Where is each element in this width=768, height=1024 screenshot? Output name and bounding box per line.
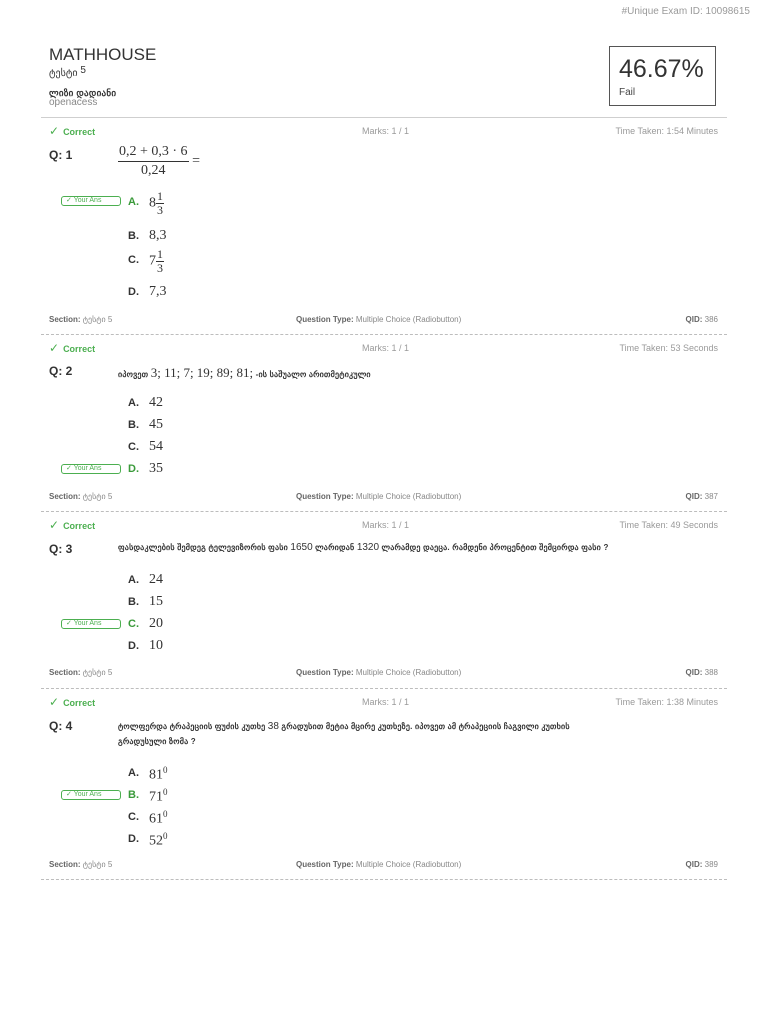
your-answer-badge: ✓ Your Ans	[61, 790, 121, 800]
option-value: $81^0$	[149, 765, 168, 783]
option-value: 7 $\frac{1}{3}$	[149, 247, 163, 275]
header-divider	[41, 117, 727, 118]
question-divider	[41, 511, 727, 512]
score-result: Fail	[619, 87, 636, 98]
check-icon: ✓	[49, 518, 60, 532]
option-value: $61^0$	[149, 809, 168, 827]
score-percent: 46.67%	[619, 55, 704, 83]
section-info: Section: ტესტი 5	[49, 860, 113, 869]
marks: Marks: 1 / 1	[362, 697, 410, 707]
option-value: $71^0$	[149, 787, 168, 805]
section-info: Section: ტესტი 5	[49, 668, 113, 677]
option-value: 24	[149, 572, 163, 587]
option-value: 54	[149, 439, 163, 454]
status-correct: ✓ Correct	[49, 518, 96, 532]
question-text: ფასდაკლების შემდეგ ტელევიზორის ფასი 1650 ლარიდან 1320 ლარამდე დაეცა. რამდენი პროცენტით შემცირდა ფასი ?	[118, 542, 609, 553]
marks: Marks: 1 / 1	[362, 520, 410, 530]
your-answer-badge: ✓ Your Ans	[61, 196, 121, 206]
option-value: 20	[149, 616, 163, 631]
status-correct: ✓ Correct	[49, 695, 96, 709]
check-icon: ✓	[49, 695, 60, 709]
question-type-info: Question Type: Multiple Choice (Radiobutton)	[296, 860, 462, 869]
marks: Marks: 1 / 1	[362, 126, 410, 136]
test-word: ტესტი	[49, 68, 78, 79]
status-correct: ✓ Correct	[49, 341, 96, 355]
time-taken: Time Taken: 53 Seconds	[619, 343, 718, 353]
question-type-info: Question Type: Multiple Choice (Radiobutton)	[296, 668, 462, 677]
option-value: 7,3	[149, 284, 167, 299]
question-text: ტოლფერდა ტრაპეციის ფუძის კუთხე 38 გრადუსით მეტია მცირე კუთხეზე. იპოვეთ ამ ტრაპეციის ჩაგვილი კუთხის გრადუსული ზომა ?	[118, 721, 570, 746]
time-taken: Time Taken: 1:38 Minutes	[615, 697, 718, 707]
option-value: 35	[149, 461, 163, 476]
fraction-numerator: 0,2 + 0,3 · 6	[118, 143, 189, 162]
question-divider	[41, 879, 727, 880]
qid-info: QID: 389	[685, 860, 718, 869]
test-label	[49, 65, 86, 79]
option-value: 42	[149, 395, 163, 410]
question-text: იპოვეთ 3; 11; 7; 19; 89; 81; -ის საშუალო არითმეტიკული	[118, 365, 371, 380]
option-value: 10	[149, 638, 163, 653]
qid-info: QID: 386	[685, 315, 718, 324]
question-type-info: Question Type: Multiple Choice (Radiobutton)	[296, 492, 462, 501]
question-number: Q: 3	[49, 542, 73, 556]
option-value: $52^0$	[149, 831, 168, 849]
option-value: 8 $\frac{1}{3}$	[149, 189, 163, 217]
option-value: 15	[149, 594, 163, 609]
time-taken: Time Taken: 1:54 Minutes	[615, 126, 718, 136]
question-text	[118, 143, 200, 180]
test-number: 5	[80, 65, 86, 76]
status-correct: ✓ Correct	[49, 124, 96, 138]
question-number: Q: 1	[49, 148, 73, 162]
brand-title: MATHHOUSE	[49, 45, 157, 64]
qid-info: QID: 388	[685, 668, 718, 677]
question-number: Q: 4	[49, 719, 73, 733]
question-number: Q: 2	[49, 364, 73, 378]
question-divider	[41, 688, 727, 689]
section-info: Section: ტესტი 5	[49, 315, 113, 324]
question-type-info: Question Type: Multiple Choice (Radiobutton)	[296, 315, 462, 324]
option-value: 45	[149, 417, 163, 432]
marks: Marks: 1 / 1	[362, 343, 410, 353]
option-value: 8,3	[149, 228, 167, 243]
section-info: Section: ტესტი 5	[49, 492, 113, 501]
score-box	[609, 46, 716, 106]
time-taken: Time Taken: 49 Seconds	[619, 520, 718, 530]
exam-id: #Unique Exam ID: 10098615	[621, 6, 750, 17]
check-icon: ✓	[49, 341, 60, 355]
your-answer-badge: ✓ Your Ans	[61, 619, 121, 629]
access-tag: openacess	[49, 97, 98, 108]
author-name: ლიზი დადიანი	[49, 88, 117, 98]
fraction-denominator: 0,24	[141, 163, 166, 178]
question-divider	[41, 334, 727, 335]
check-icon: ✓	[49, 124, 60, 138]
qid-info: QID: 387	[685, 492, 718, 501]
your-answer-badge: ✓ Your Ans	[61, 464, 121, 474]
equals-sign: =	[192, 153, 200, 169]
